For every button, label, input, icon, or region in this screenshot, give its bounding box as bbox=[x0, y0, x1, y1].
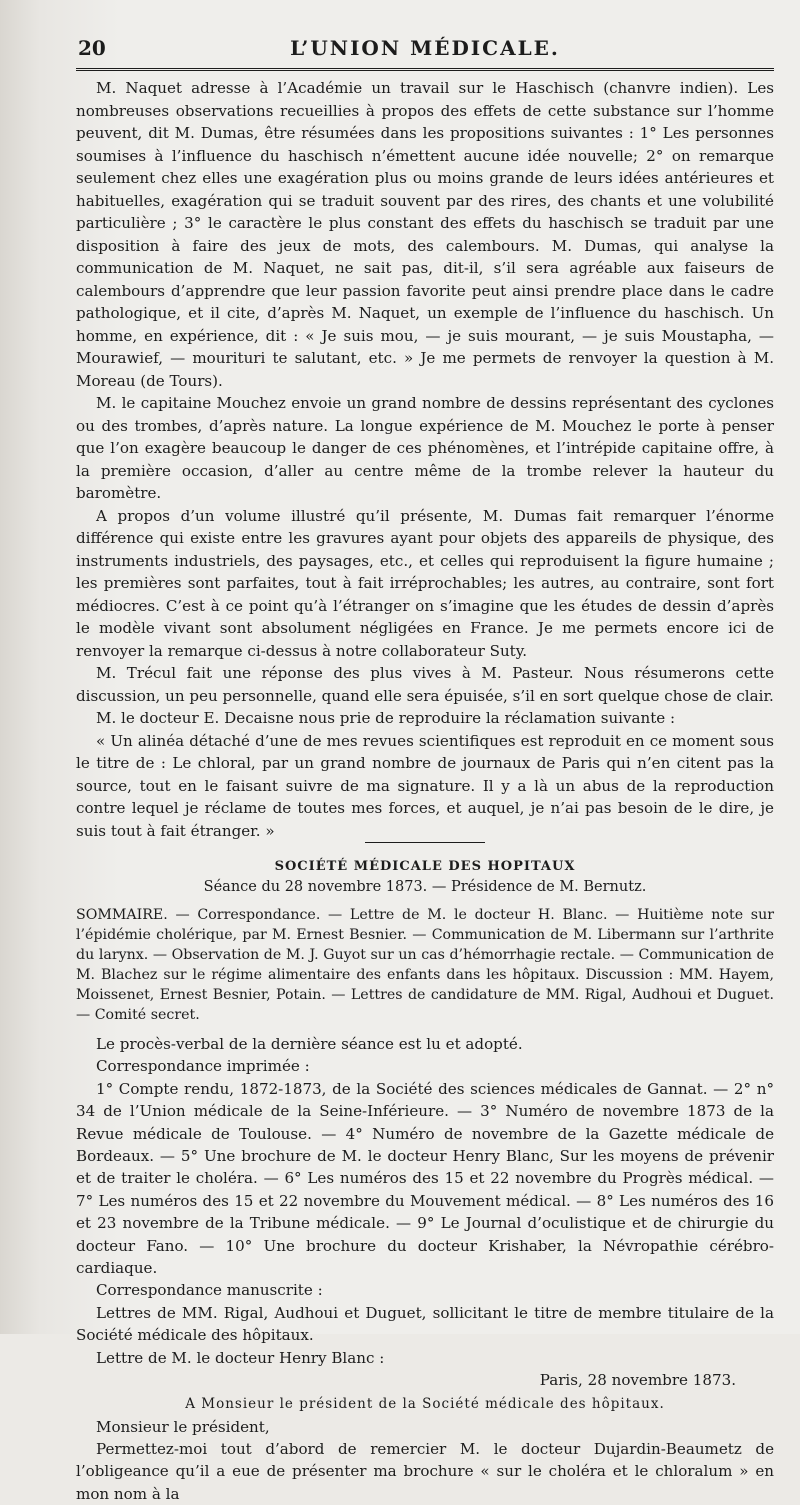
paragraph: Correspondance imprimée : bbox=[96, 1057, 310, 1076]
page-number: 20 bbox=[78, 36, 106, 60]
paragraph: M. le docteur E. Decaisne nous prie de reproduire la réclamation suivante : bbox=[96, 709, 676, 727]
paragraph: 1° Compte rendu, 1872-1873, de la Société des sciences médicales de Gannat. — 2° n° 34 de l’Union médicale de la Seine-Inférieure. — 3° Numéro de novembre 1873 de la Revue médicale de Toulouse. — 4° Numéro de novembre de la Gazette médicale de Bordeaux. — 5° Une brochure de M. le docteur Henry Blanc, Sur les moyens de prévenir et de traiter le choléra. — 6° Les numéros des 15 et 22 novembre du Progrès médical. — 7° Les numéros des 15 et 22 novembre du Mouvement médical. — 8° Les numéros des 16 et 23 novembre de la Tribune médicale. — 9° Le Journal d’oculistique et de chirurgie du docteur Fano. — 10° Une brochure du docteur Krishaber, la Névropathie cérébro-cardiaque. bbox=[76, 1079, 774, 1278]
paragraph: Lettre de M. le docteur Henry Blanc : bbox=[96, 1348, 385, 1367]
paragraph: M. Naquet adresse à l’Académie un travail sur le Haschisch (chanvre indien). Les nombreuses observations recueillies à propos des effets de cette substance sur l’homme peuvent, dit M. Dumas, être résumées dans les propositions suivantes : 1° Les personnes soumises à l’influence du haschisch n’émettent aucune idée nouvelle; 2° on remarque seulement chez elles une exagération plus ou moins grande de leurs idées antérieures et habituelles, exagération qui se traduit souvent par des rires, des chants et une volubilité particulière ; 3° le caractère le plus constant des effets du haschisch se traduit par une disposition à faire des jeux de mots, des calembours. M. Dumas, qui analyse la communication de M. Naquet, ne sait pas, dit-il, s’il sera agréable aux faiseurs de calembours d’apprendre que leur passion favorite peut ainsi prendre place dans le cadre pathologique, et il cite, d’après M. Naquet, un exemple de l’influence du haschisch. Un homme, en expérience, dit : « Je suis mou, — je suis mourant, — je suis Moustapha, — Mourawief, — mourituri te salutant, etc. » Je me permets de renvoyer la question à M. Moreau (de Tours). bbox=[76, 79, 774, 390]
paragraph: M. Trécul fait une réponse des plus vives à M. Pasteur. Nous résumerons cette discussion, un peu personnelle, quand elle sera épuisée, s’il en sort quelque chose de clair. bbox=[76, 664, 774, 705]
section-title: SOCIÉTÉ MÉDICALE DES HOPITAUX bbox=[274, 859, 576, 874]
paragraph: A propos d’un volume illustré qu’il présente, M. Dumas fait remarquer l’énorme différence qui existe entre les gravures ayant pour objets des appareils de physique, des instruments industriels, des paysages, etc., et celles qui reproduisent la figure humaine ; les premières sont parfaites, tout à fait irréprochables; les autres, au contraire, sont fort médiocres. C’est à ce point qu’à l’étranger on s’imagine que les études de dessin d’après le modèle vivant sont absolument négligées en France. Je me permets encore ici de renvoyer la remarque ci-dessus à notre collaborateur Suty. bbox=[76, 506, 774, 660]
paragraph: « Un alinéa détaché d’une de mes revues scientifiques est reproduit en ce moment sous le titre de : Le chloral, par un grand nombre de journaux de Paris qui n’en citent pas la source, tout en le faisant suivre de ma signature. Il y a là un abus de la reproduction contre lequel je réclame de toutes mes forces, et auquel, je n’ai pas besoin de le dire, je suis tout à fait étranger. » bbox=[76, 731, 774, 840]
sommaire: SOMMAIRE. — Correspondance. — Lettre de M. le docteur H. Blanc. — Huitième note sur l’épidémie cholérique, par M. Ernest Besnier. — Communication de M. Libermann sur l’arthrite du larynx. — Observation de M. J. Guyot sur un cas d’hémorrhagie rectale. — Communication de M. Blachez sur le régime alimentaire des enfants dans les hôpitaux. Discussion : MM. Hayem, Moissenet, Ernest Besnier, Potain. — Lettres de candidature de MM. Rigal, Audhoui et Duguet. — Comité secret. bbox=[76, 907, 774, 1023]
paragraph: M. le capitaine Mouchez envoie un grand nombre de dessins représentant des cyclones ou des trombes, d’après nature. La longue expérience de M. Mouchez le porte à penser que l’on exagère beaucoup le danger de ces phénomènes, et l’intrépide capitaine offre, à la première occasion, d’aller au centre même de la trombe relever la hauteur du baromètre. bbox=[76, 394, 774, 502]
section-divider bbox=[365, 842, 485, 843]
paragraph: Lettres de MM. Rigal, Audhoui et Duguet, sollicitant le titre de membre titulaire de la Société médicale des hôpitaux. bbox=[76, 1303, 774, 1345]
letter-opening: Permettez-moi tout d’abord de remercier M. le docteur Dujardin-Beaumetz de l’obligeance qu’il a eue de présenter ma brochure « sur le choléra et le chloralum » en mon nom à la bbox=[76, 1439, 774, 1503]
paragraph: Correspondance manuscrite : bbox=[96, 1281, 323, 1300]
letter-address: A Monsieur le président de la Société médicale des hôpitaux. bbox=[185, 1395, 665, 1412]
journal-title: L’UNION MÉDICALE. bbox=[290, 36, 560, 60]
paragraph: Le procès-verbal de la dernière séance est lu et adopté. bbox=[96, 1035, 523, 1053]
seance-line: Séance du 28 novembre 1873. — Présidence de M. Bernutz. bbox=[203, 879, 647, 895]
society-proceedings bbox=[76, 1033, 774, 1505]
letter-date: Paris, 28 novembre 1873. bbox=[539, 1371, 736, 1390]
letter-salutation: Monsieur le président, bbox=[96, 1417, 270, 1436]
academie-report bbox=[76, 77, 774, 842]
running-head bbox=[76, 34, 774, 71]
